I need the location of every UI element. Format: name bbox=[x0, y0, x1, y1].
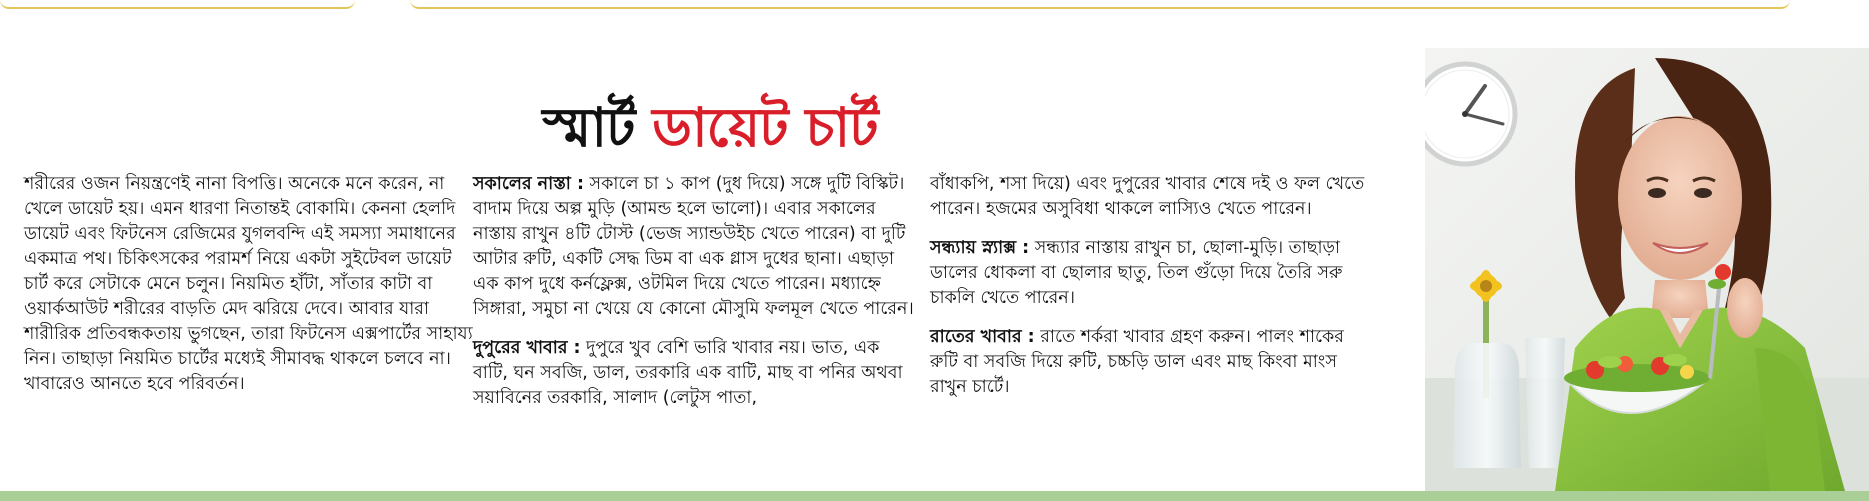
breakfast-label: সকালের নাস্তা : bbox=[473, 174, 584, 194]
dinner-text: রাতে শর্করা খাবার গ্রহণ করুন। পালং শাকের রুটি বা সবজি দিয়ে রুটি, চচ্চড়ি ডাল এবং মাছ কিংবা মাংস রাখুন চার্টে। bbox=[930, 327, 1344, 397]
top-rule-right bbox=[410, 0, 1790, 9]
snack-paragraph bbox=[930, 236, 1370, 311]
woman-with-salad-photo bbox=[1425, 48, 1869, 491]
intro-paragraph: শরীরের ওজন নিয়ন্ত্রণেই নানা বিপত্তি। অনেকে মনে করেন, না খেলে ডায়েট হয়। এমন ধারণা নিতান্তই বোকামি। কেননা হেলদি ডায়েট এবং ফিটনেস রেজিমের যুগলবন্দি এই সমস্যা সমাধানের একমাত্র পথ। চিকিৎসকের পরামর্শ নিয়ে একটা সুইটেবল ডায়েট চার্ট করে সেটাকে মেনে চলুন। নিয়মিত হাঁটা, সাঁতার কাটা বা ওয়ার্কআউট শরীরের বাড়তি মেদ ঝরিয়ে দেবে। আবার যারা শারীরিক প্রতিবন্ধকতায় ভুগছেন, তারা ফিটনেস এক্সপার্টের সাহায্য নিন। তাছাড়া নিয়মিত চার্টের মধ্যেই সীমাবদ্ধ থাকলে চলবে না। খাবারেও আনতে হবে পরিবর্তন। bbox=[24, 174, 473, 394]
bottom-green-band bbox=[0, 491, 1869, 501]
article-column-3 bbox=[930, 172, 1370, 414]
top-rule-left bbox=[0, 0, 355, 9]
snack-label: সন্ধ্যায় স্ন্যাক্স : bbox=[930, 238, 1030, 258]
breakfast-paragraph bbox=[473, 172, 918, 322]
article-headline bbox=[0, 88, 1420, 168]
wall-clock-icon bbox=[1425, 64, 1515, 164]
lunch-text: দুপুরে খুব বেশি ভারি খাবার নয়। ভাত, এক বাটি, ঘন সবজি, ডাল, তরকারি এক বাটি, মাছ বা পনির অথবা সয়াবিনের তরকারি, সালাদ (লেটুস পাতা, bbox=[473, 338, 903, 408]
lunch-continued-paragraph: বাঁধাকপি, শসা দিয়ে) এবং দুপুরের খাবার শেষে দই ও ফল খেতে পারেন। হজমের অসুবিধা থাকলে লাস্যিও খেতে পারেন। bbox=[930, 174, 1365, 219]
article-column-2 bbox=[473, 172, 918, 425]
dinner-label: রাতের খাবার : bbox=[930, 327, 1035, 347]
article-column-1 bbox=[24, 172, 474, 411]
dinner-paragraph bbox=[930, 325, 1370, 400]
breakfast-text: সকালে চা ১ কাপ (দুধ দিয়ে) সঙ্গে দুটি বিস্কিট। বাদাম দিয়ে অল্প মুড়ি (আমন্ড হলে ভালো)। এবার সকালের নাস্তায় রাখুন ৪টি টোস্ট (ভেজ স্যান্ডউইচ খেতে পারেন) বা দুটি আটার রুটি, একটি সেদ্ধ ডিম বা এক গ্লাস দুধের ছানা। এছাড়া এক কাপ দুধে কর্নফ্লেক্স, ওটমিল দিয়ে খেতে পারেন। মধ্যাহ্নে সিঙ্গারা, সমুচা না খেয়ে যে কোনো মৌসুমি ফলমূল খেতে পারেন। bbox=[473, 174, 914, 319]
lunch-paragraph bbox=[473, 336, 918, 411]
headline-word-diet-chart: ডায়েট চার্ট bbox=[652, 96, 878, 160]
headline-word-smart: স্মার্ট bbox=[542, 96, 635, 160]
lunch-label: দুপুরের খাবার : bbox=[473, 338, 581, 358]
snack-text: সন্ধ্যার নাস্তায় রাখুন চা, ছোলা-মুড়ি। তাছাড়া ডালের ধোকলা বা ছোলার ছাতু, তিল গুঁড়ো দিয়ে তৈরি সরু চাকলি খেতে পারেন। bbox=[930, 238, 1343, 308]
